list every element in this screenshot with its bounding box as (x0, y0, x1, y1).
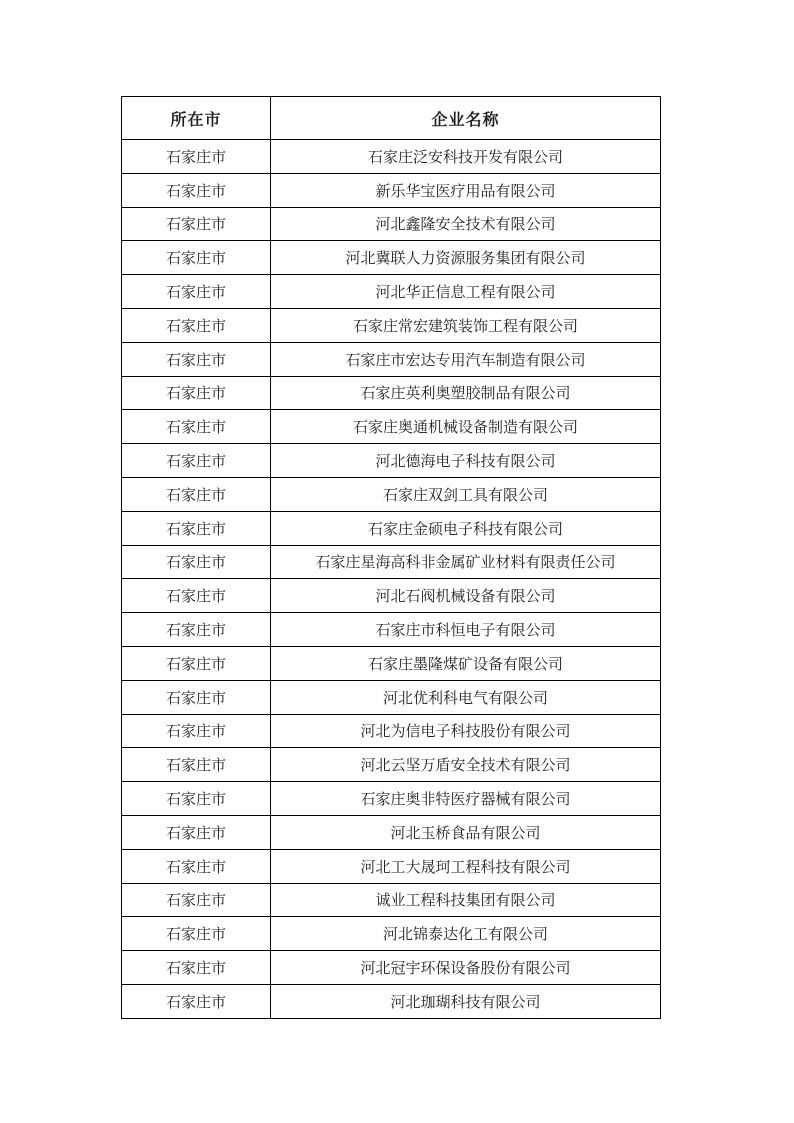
company-cell: 新乐华宝医疗用品有限公司 (271, 173, 661, 207)
company-table-header (122, 97, 661, 140)
company-cell: 石家庄市科恒电子有限公司 (271, 613, 661, 647)
company-cell: 石家庄常宏建筑装饰工程有限公司 (271, 308, 661, 342)
city-cell: 石家庄市 (122, 815, 271, 849)
city-cell: 石家庄市 (122, 477, 271, 511)
table-row (122, 140, 661, 174)
company-cell: 石家庄星海高科非金属矿业材料有限责任公司 (271, 545, 661, 579)
table-row (122, 545, 661, 579)
company-cell: 河北优利科电气有限公司 (271, 680, 661, 714)
table-row (122, 173, 661, 207)
city-cell: 石家庄市 (122, 207, 271, 241)
company-cell: 石家庄墨隆煤矿设备有限公司 (271, 646, 661, 680)
table-row (122, 984, 661, 1018)
table-row (122, 376, 661, 410)
company-cell: 诚业工程科技集团有限公司 (271, 883, 661, 917)
header-row (122, 97, 661, 140)
company-cell: 河北为信电子科技股份有限公司 (271, 714, 661, 748)
company-cell: 石家庄市宏达专用汽车制造有限公司 (271, 342, 661, 376)
city-cell: 石家庄市 (122, 579, 271, 613)
city-cell: 石家庄市 (122, 308, 271, 342)
company-cell: 石家庄双剑工具有限公司 (271, 477, 661, 511)
company-cell: 河北鑫隆安全技术有限公司 (271, 207, 661, 241)
city-cell: 石家庄市 (122, 917, 271, 951)
city-cell: 石家庄市 (122, 714, 271, 748)
company-cell: 河北德海电子科技有限公司 (271, 444, 661, 478)
city-cell: 石家庄市 (122, 951, 271, 985)
table-row (122, 207, 661, 241)
city-cell: 石家庄市 (122, 376, 271, 410)
company-table-body (122, 140, 661, 1019)
company-cell: 河北石阀机械设备有限公司 (271, 579, 661, 613)
company-cell: 河北冠宇环保设备股份有限公司 (271, 951, 661, 985)
city-cell: 石家庄市 (122, 140, 271, 174)
city-cell: 石家庄市 (122, 748, 271, 782)
table-row (122, 477, 661, 511)
column-header-city: 所在市 (122, 97, 271, 140)
company-cell: 河北云坚万盾安全技术有限公司 (271, 748, 661, 782)
table-row (122, 613, 661, 647)
table-row (122, 782, 661, 816)
table-row (122, 680, 661, 714)
city-cell: 石家庄市 (122, 883, 271, 917)
company-cell: 石家庄英利奥塑胶制品有限公司 (271, 376, 661, 410)
table-row (122, 951, 661, 985)
table-row (122, 917, 661, 951)
city-cell: 石家庄市 (122, 410, 271, 444)
company-cell: 河北锦泰达化工有限公司 (271, 917, 661, 951)
city-cell: 石家庄市 (122, 173, 271, 207)
city-cell: 石家庄市 (122, 613, 271, 647)
company-table (121, 96, 661, 1019)
table-row (122, 883, 661, 917)
company-cell: 河北珈瑚科技有限公司 (271, 984, 661, 1018)
column-header-company: 企业名称 (271, 97, 661, 140)
table-row (122, 646, 661, 680)
city-cell: 石家庄市 (122, 444, 271, 478)
table-row (122, 714, 661, 748)
city-cell: 石家庄市 (122, 680, 271, 714)
company-cell: 河北工大晟珂工程科技有限公司 (271, 849, 661, 883)
company-cell: 河北华正信息工程有限公司 (271, 275, 661, 309)
table-row (122, 748, 661, 782)
company-cell: 石家庄金硕电子科技有限公司 (271, 511, 661, 545)
city-cell: 石家庄市 (122, 241, 271, 275)
company-cell: 石家庄奥通机械设备制造有限公司 (271, 410, 661, 444)
table-row (122, 444, 661, 478)
city-cell: 石家庄市 (122, 646, 271, 680)
table-row (122, 849, 661, 883)
table-row (122, 241, 661, 275)
table-row (122, 275, 661, 309)
table-row (122, 815, 661, 849)
table-row (122, 511, 661, 545)
company-cell: 石家庄泛安科技开发有限公司 (271, 140, 661, 174)
city-cell: 石家庄市 (122, 984, 271, 1018)
table-row (122, 308, 661, 342)
city-cell: 石家庄市 (122, 342, 271, 376)
table-row (122, 410, 661, 444)
table-row (122, 342, 661, 376)
city-cell: 石家庄市 (122, 275, 271, 309)
city-cell: 石家庄市 (122, 545, 271, 579)
city-cell: 石家庄市 (122, 782, 271, 816)
table-row (122, 579, 661, 613)
city-cell: 石家庄市 (122, 849, 271, 883)
company-cell: 河北玉桥食品有限公司 (271, 815, 661, 849)
company-cell: 石家庄奥非特医疗器械有限公司 (271, 782, 661, 816)
company-cell: 河北冀联人力资源服务集团有限公司 (271, 241, 661, 275)
city-cell: 石家庄市 (122, 511, 271, 545)
